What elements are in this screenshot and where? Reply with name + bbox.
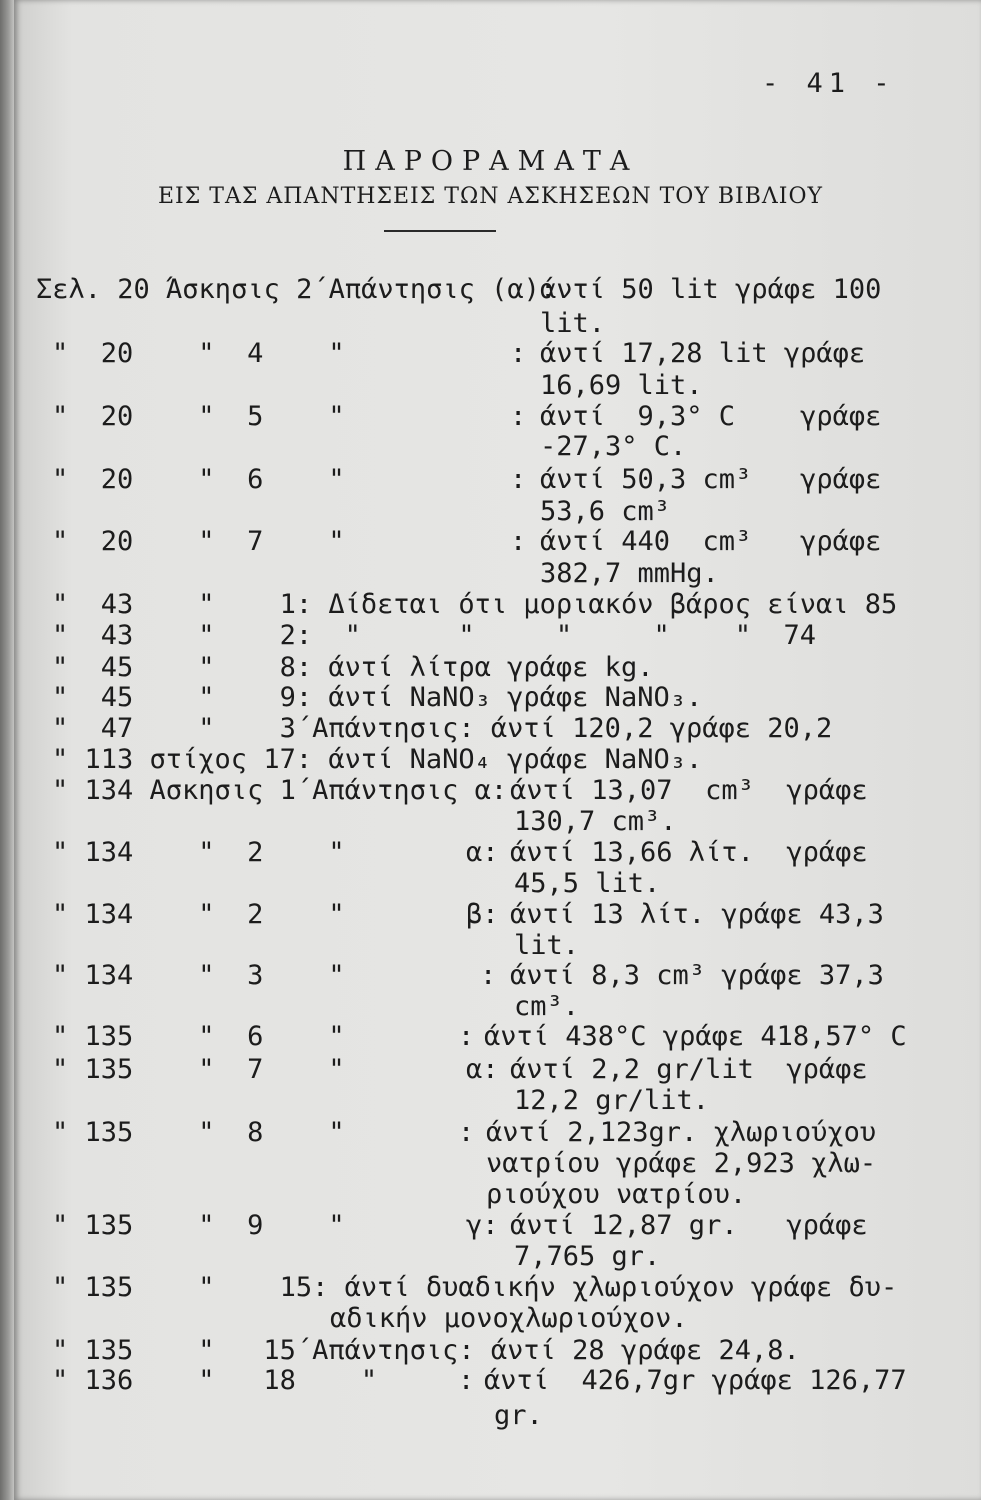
errata-correction: άντί 9,3° C γράφε <box>540 401 882 432</box>
errata-correction-cont: lit. <box>514 930 580 961</box>
errata-separator: α: <box>466 1054 499 1085</box>
errata-ref: " 134 Ασκησις 1΄Απάντησις α: <box>52 775 508 806</box>
errata-line: " 135 " 15: άντί δυαδικήν χλωριούχον γράφε δυ- <box>52 1272 898 1303</box>
errata-line: " 135 " 15΄Απάντησις: άντί 28 γράφε 24,8. <box>52 1335 800 1366</box>
page-binding-edge <box>0 0 14 1500</box>
errata-correction-cont: νατρίου γράφε 2,923 χλω- <box>486 1148 877 1179</box>
errata-ref: " 20 " 5 " <box>52 401 345 432</box>
errata-correction-cont: -27,3° C. <box>540 431 687 462</box>
errata-correction: άντί 2,123gr. χλωριούχου <box>486 1117 877 1148</box>
errata-correction: άντί 8,3 cm³ γράφε 37,3 <box>510 960 884 991</box>
errata-correction-cont: 12,2 gr/lit. <box>514 1085 710 1116</box>
errata-correction: άντί 440 cm³ γράφε <box>540 526 882 557</box>
errata-separator: : <box>510 338 527 369</box>
errata-correction: άντί 13 λίτ. γράφε 43,3 <box>510 899 884 930</box>
errata-line: " 43 " 1: Δίδεται ότι μοριακόν βάρος είναι 85 <box>52 589 898 620</box>
errata-line: " 45 " 8: άντί λίτρα γράφε kg. <box>52 652 654 683</box>
errata-line: " 47 " 3΄Απάντησις: άντί 120,2 γράφε 20,2 <box>52 713 833 744</box>
errata-correction: άντί 426,7gr γράφε 126,77 <box>484 1365 907 1396</box>
errata-separator: α: <box>466 837 499 868</box>
errata-title: ΠΑΡΟΡΑΜΑΤΑ <box>342 146 639 177</box>
errata-ref: " 20 " 7 " <box>52 526 345 557</box>
errata-correction: άντί 13,66 λίτ. γράφε <box>510 837 868 868</box>
errata-correction: άντί 50,3 cm³ γράφε <box>540 464 882 495</box>
errata-ref: " 134 " 2 " <box>52 899 345 930</box>
errata-correction-cont: cm³. <box>514 991 580 1022</box>
errata-correction: άντί 12,87 gr. γράφε <box>510 1210 868 1241</box>
errata-correction-cont: 45,5 lit. <box>514 868 661 899</box>
errata-ref: " 135 " 8 " <box>52 1117 345 1148</box>
errata-correction: άντί 50 lit γράφε 100 <box>540 274 882 305</box>
errata-ref: " 134 " 2 " <box>52 837 345 868</box>
page-number: - 41 - <box>762 68 896 99</box>
errata-correction-cont: αδικήν μονοχλωριούχον. <box>330 1303 688 1334</box>
errata-correction: άντί 2,2 gr/lit γράφε <box>510 1054 868 1085</box>
errata-correction-cont: gr. <box>494 1400 543 1431</box>
errata-correction-cont: 382,7 mmHg. <box>540 558 719 589</box>
errata-ref: " 134 " 3 " <box>52 960 345 991</box>
errata-correction: άντί 438°C γράφε 418,57° C <box>484 1021 907 1052</box>
errata-correction-cont: ριούχου νατρίου. <box>486 1179 747 1210</box>
errata-ref: " 136 " 18 " <box>52 1365 378 1396</box>
errata-ref: " 20 " 6 " <box>52 464 345 495</box>
errata-separator: : <box>458 1365 475 1396</box>
errata-ref: " 20 " 4 " <box>52 338 345 369</box>
errata-correction-cont: lit. <box>540 308 606 339</box>
errata-line: " 45 " 9: άντί NaNO₃ γράφε NaNO₃. <box>52 682 703 713</box>
errata-correction: άντί 17,28 lit γράφε <box>540 338 866 369</box>
errata-subtitle: ΕΙΣ ΤΑΣ ΑΠΑΝΤΗΣΕΙΣ ΤΩΝ ΑΣΚΗΣΕΩΝ ΤΟΥ ΒΙΒΛΙΟΥ <box>157 184 824 209</box>
errata-line: " 43 " 2: " " " " " 74 <box>52 620 817 651</box>
errata-ref: " 135 " 9 " <box>52 1210 345 1241</box>
errata-correction-cont: 53,6 cm³ <box>540 496 671 527</box>
errata-correction-cont: 16,69 lit. <box>540 370 703 401</box>
errata-ref: Σελ. 20 Άσκησις 2΄Απάντησις (α): <box>36 274 557 305</box>
errata-correction-cont: 130,7 cm³. <box>514 806 677 837</box>
errata-correction-cont: 7,765 gr. <box>514 1241 661 1272</box>
title-underline <box>384 230 496 232</box>
errata-separator: : <box>480 960 497 991</box>
errata-correction: άντί 13,07 cm³ γράφε <box>510 775 868 806</box>
errata-line: " 113 στίχος 17: άντί NaNO₄ γράφε NaNO₃. <box>52 744 703 775</box>
errata-separator: β: <box>466 899 499 930</box>
errata-separator: γ: <box>466 1210 499 1241</box>
errata-separator: : <box>510 464 527 495</box>
errata-separator: : <box>510 526 527 557</box>
errata-ref: " 135 " 6 " <box>52 1021 345 1052</box>
errata-ref: " 135 " 7 " <box>52 1054 345 1085</box>
errata-separator: : <box>458 1117 475 1148</box>
errata-separator: : <box>458 1021 475 1052</box>
errata-separator: : <box>510 401 527 432</box>
